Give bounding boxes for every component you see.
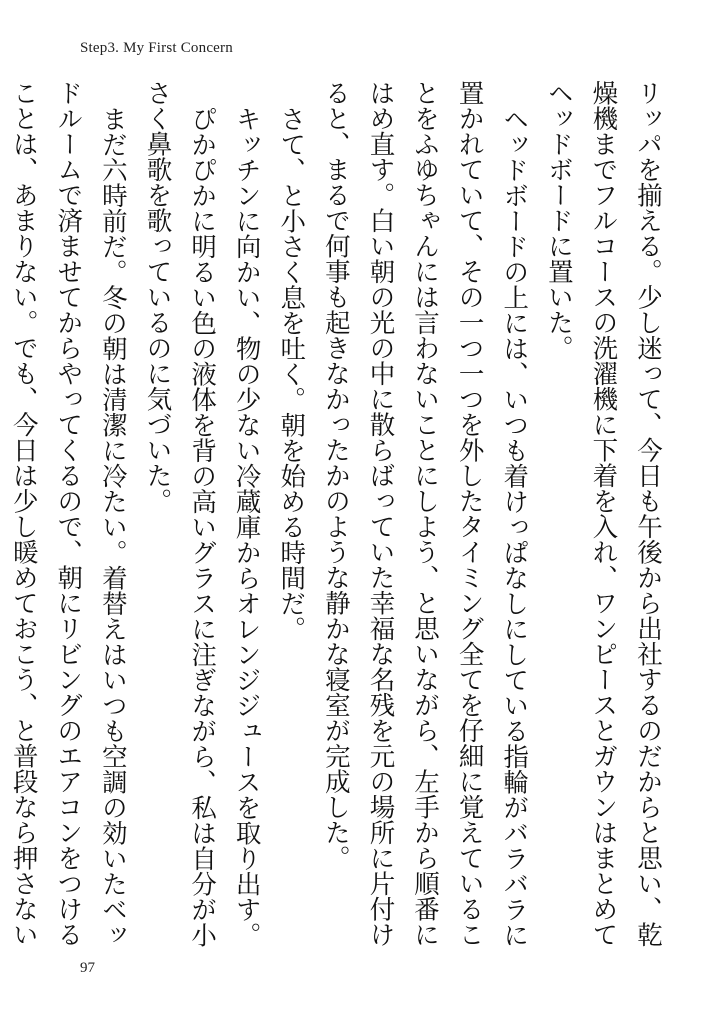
- paragraph-2: ヘッドボードの上には、いつも着けっぱなしにしている指輪がバラバラに置かれていて、その一つ一つを外したタイミング全てを仔細に覚えていることをふゆちゃんには言わないことにしよう、と思いながら、左手から順番にはめ直す。白い朝の光の中に散らばっていた幸福な名残を元の場所に片付けると、まるで何事も起きなかったかのような静かな寝室が完成した。: [320, 80, 530, 947]
- paragraph-6: まだ六時前だ。冬の朝は清潔に冷たい。着替えはいつも空調の効いたベッドルームで済ませてからやってくるので、朝にリビングのエアコンをつけることは、あまりない。でも、今日は少し暖めておこう、と普段なら押さない: [8, 80, 128, 947]
- page-number: 97: [80, 960, 95, 976]
- paragraph-1: リッパを揃える。少し迷って、今日も午後から出社するのだからと思い、乾燥機までフルコースの洗濯機に下着を入れ、ワンピースとガウンはまとめてヘッドボードに置いた。: [543, 80, 663, 947]
- paragraph-5: ぴかぴかに明るい色の液体を背の高いグラスに注ぎながら、私は自分が小さく鼻歌を歌っているのに気づいた。: [142, 80, 218, 947]
- paragraph-4: キッチンに向かい、物の少ない冷蔵庫からオレンジジュースを取り出す。: [231, 105, 262, 947]
- body-text: [8, 80, 670, 960]
- running-head: Step3. My First Concern: [80, 40, 233, 56]
- paragraph-3: さて、と小さく息を吐く。朝を始める時間だ。: [276, 105, 307, 641]
